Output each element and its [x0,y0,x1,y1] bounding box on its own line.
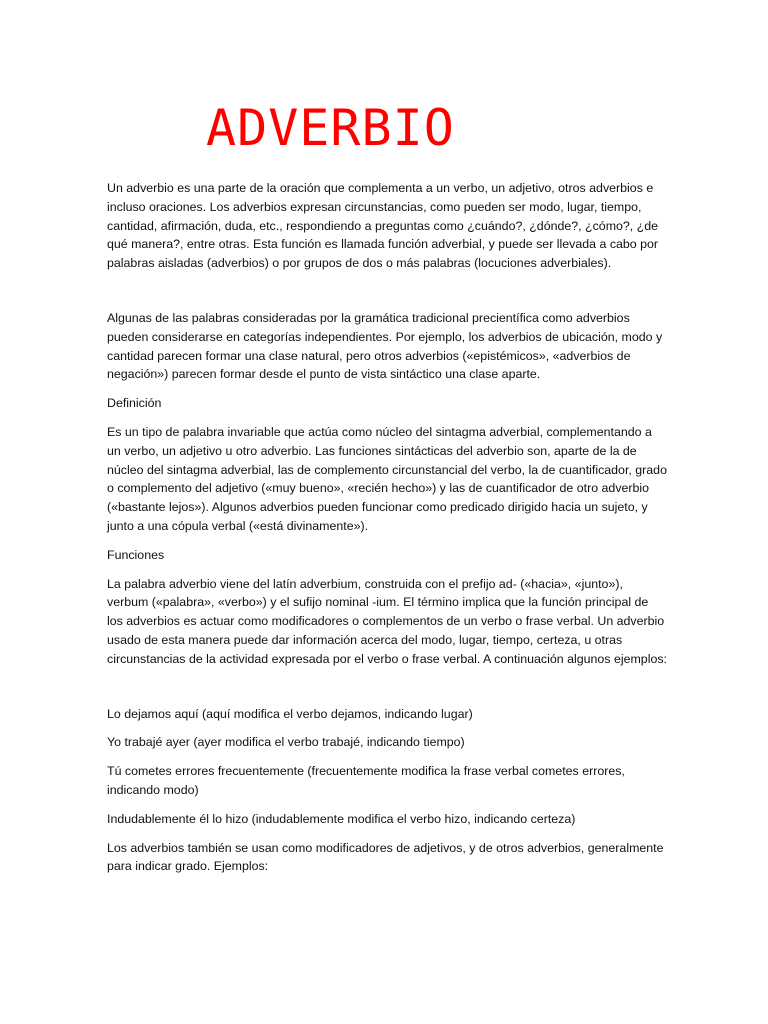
example-item: Indudablemente él lo hizo (indudablemente modifica el verbo hizo, indicando certeza) [107,811,576,826]
section-heading-funciones: Funciones [107,547,165,562]
example-item: Yo trabajé ayer (ayer modifica el verbo trabajé, indicando tiempo) [107,735,465,750]
example-item: Tú cometes errores frecuentemente (frecuentemente modifica la frase verbal cometes errores, indicando modo) [107,764,625,797]
section-heading-definicion: Definición [107,396,162,411]
document-body [107,179,667,886]
paragraph-definition: Es un tipo de palabra invariable que actúa como núcleo del sintagma adverbial, complementando a un verbo, un adjetivo u otro adverbio. Las funciones sintácticas del adverbio son, aparte de la de núcleo del sintagma adverbial, las de complemento circunstancial del verbo, la de cuantificador, grado o complemento del adjetivo («muy bueno», «recién hecho») y las de cuantificador de otro adverbio («bastante lejos»). Algunos adverbios pueden funcionar como predicado dirigido hacia un sujeto, y junto a una cópula verbal («está divinamente»). [107,424,667,533]
paragraph-categories: Algunas de las palabras consideradas por la gramática tradicional precientífica como adverbios pueden considerarse en categorías independientes. Por ejemplo, los adverbios de ubicación, modo y cantidad parecen formar una clase natural, pero otros adverbios («epistémicos», «adverbios de negación») parecen formar desde el punto de vista sintáctico una clase aparte. [107,310,663,382]
paragraph-modifiers: Los adverbios también se usan como modificadores de adjetivos, y de otros adverbios, generalmente para indicar grado. Ejemplos: [107,840,664,874]
document-title: ADVERBIO [206,99,455,157]
paragraph-intro: Un adverbio es una parte de la oración que complementa a un verbo, un adjetivo, otros adverbios e incluso oraciones. Los adverbios expresan circunstancias, como pueden ser modo, lugar, tiempo, cantidad, afirmación, duda, etc., respondiendo a preguntas como ¿cuándo?, ¿dónde?, ¿cómo?, ¿de qué manera?, entre otras. Esta función es llamada función adverbial, y puede ser llevada a cabo por palabras aisladas (adverbios) o por grupos de dos o más palabras (locuciones adverbiales). [107,181,659,271]
example-item: Lo dejamos aquí (aquí modifica el verbo dejamos, indicando lugar) [107,706,473,721]
paragraph-functions: La palabra adverbio viene del latín adverbium, construida con el prefijo ad- («hacia», «junto»), verbum («palabra», «verbo») y el sufijo nominal -ium. El término implica que la función principal de los adverbios es actuar como modificadores o complementos de un verbo o frase verbal. Un adverbio usado de esta manera puede dar información acerca del modo, lugar, tiempo, certeza, u otras circunstancias de la actividad expresada por el verbo o frase verbal. A continuación algunos ejemplos: [107,576,667,666]
